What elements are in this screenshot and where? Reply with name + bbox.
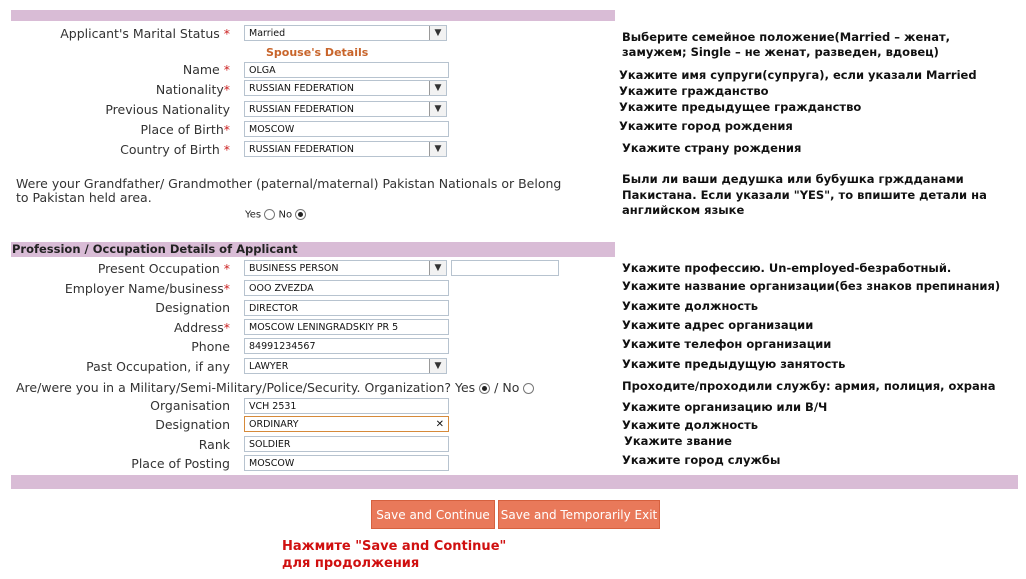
employer-label: Employer Name/business* xyxy=(64,281,230,296)
continue-hint xyxy=(282,538,506,572)
marital-status-label: Applicant's Marital Status * xyxy=(60,26,230,41)
spouse-prev-nationality-select[interactable]: RUSSIAN FEDERATION ▼ xyxy=(244,101,447,117)
place-of-posting-label: Place of Posting xyxy=(131,456,230,471)
spouse-nationality-hint: Укажите гражданство xyxy=(619,84,769,98)
spouse-nationality-select[interactable]: RUSSIAN FEDERATION ▼ xyxy=(244,80,447,96)
save-and-exit-button[interactable]: Save and Temporarily Exit xyxy=(498,500,660,529)
organisation-hint: Укажите организацию или В/Ч xyxy=(622,400,828,414)
military-no-radio[interactable] xyxy=(523,383,534,394)
spouse-place-of-birth-input[interactable]: MOSCOW xyxy=(244,121,449,137)
grandparents-yes-radio[interactable] xyxy=(264,209,275,220)
place-of-posting-input[interactable]: MOSCOW xyxy=(244,455,449,471)
employer-hint: Укажите название организации(без знаков препинания) xyxy=(622,279,1001,293)
top-band xyxy=(11,10,615,21)
continue-hint-line1: Нажмите "Save and Continue" xyxy=(282,539,507,554)
bottom-band xyxy=(11,475,1018,489)
military-yes-radio[interactable] xyxy=(479,383,490,394)
marital-status-hint: Выберите семейное положение(Married – женат, замужем; Single – не женат, разведен, вдовец) xyxy=(622,30,951,59)
spouse-country-of-birth-hint: Укажите страну рождения xyxy=(622,141,802,155)
address-input[interactable]: MOSCOW LENINGRADSKIY PR 5 xyxy=(244,319,449,335)
past-occupation-select[interactable]: LAWYER ▼ xyxy=(244,358,447,374)
spouse-name-input[interactable]: OLGA xyxy=(244,62,449,78)
organisation-input[interactable]: VCH 2531 xyxy=(244,398,449,414)
present-occupation-select[interactable]: BUSINESS PERSON ▼ xyxy=(244,260,447,276)
employer-input[interactable]: OOO ZVEZDA xyxy=(244,280,449,296)
spouse-prev-nationality-label: Previous Nationality xyxy=(105,102,230,117)
chevron-down-icon: ▼ xyxy=(429,81,446,95)
place-of-posting-hint: Укажите город службы xyxy=(622,453,781,467)
spouse-name-label: Name * xyxy=(182,62,230,77)
military-designation-hint: Укажите должность xyxy=(622,418,759,432)
profession-heading: Profession / Occupation Details of Applicant xyxy=(12,242,298,256)
spouse-prev-nationality-hint: Укажите предыдущее гражданство xyxy=(619,100,862,114)
spouse-nationality-label: Nationality* xyxy=(155,82,230,97)
military-yes-label: Yes xyxy=(455,380,476,395)
address-label: Address* xyxy=(173,320,230,335)
present-occupation-other-input[interactable] xyxy=(451,260,559,276)
present-occupation-label: Present Occupation * xyxy=(97,261,230,276)
past-occupation-label: Past Occupation, if any xyxy=(86,359,230,374)
military-designation-label: Designation xyxy=(155,417,230,432)
military-designation-input[interactable]: ORDINARY ✕ xyxy=(244,416,449,432)
grandparents-no-label: No xyxy=(278,209,293,221)
phone-hint: Укажите телефон организации xyxy=(622,337,832,351)
grandparents-question: Were your Grandfather/ Grandmother (paternal/maternal) Pakistan Nationals or Belong to Pakistan held area. xyxy=(16,176,562,205)
spouse-place-of-birth-hint: Укажите город рождения xyxy=(619,119,793,133)
spouse-place-of-birth-label: Place of Birth* xyxy=(140,122,230,137)
grandparents-no-radio[interactable] xyxy=(295,209,306,220)
phone-label: Phone xyxy=(191,339,230,354)
address-hint: Укажите адрес организации xyxy=(622,318,814,332)
phone-input[interactable]: 84991234567 xyxy=(244,338,449,354)
military-hint: Проходите/проходили службу: армия, полиция, охрана xyxy=(622,379,996,393)
chevron-down-icon: ▼ xyxy=(429,142,446,156)
chevron-down-icon: ▼ xyxy=(429,359,446,373)
military-question: Are/were you in a Military/Semi-Military/Police/Security. Organization? Yes / No xyxy=(16,380,534,395)
designation-label: Designation xyxy=(155,300,230,315)
chevron-down-icon: ▼ xyxy=(429,261,446,275)
continue-hint-line2: для продолжения xyxy=(282,556,420,571)
military-no-label: No xyxy=(502,380,520,395)
spouse-details-heading: Spouse's Details xyxy=(266,46,369,59)
chevron-down-icon: ▼ xyxy=(429,26,446,40)
marital-status-select[interactable]: Married ▼ xyxy=(244,25,447,41)
present-occupation-hint: Укажите профессию. Un-employed-безработный. xyxy=(622,261,952,275)
spouse-name-hint: Укажите имя супруги(супруга), если указали Married xyxy=(619,68,977,82)
chevron-down-icon: ▼ xyxy=(429,102,446,116)
rank-input[interactable]: SOLDIER xyxy=(244,436,449,452)
organisation-label: Organisation xyxy=(150,398,230,413)
spouse-country-of-birth-label: Country of Birth * xyxy=(120,142,230,157)
designation-input[interactable]: DIRECTOR xyxy=(244,300,449,316)
rank-label: Rank xyxy=(198,437,230,452)
designation-hint: Укажите должность xyxy=(622,299,759,313)
clear-icon[interactable]: ✕ xyxy=(435,419,444,430)
spouse-country-of-birth-select[interactable]: RUSSIAN FEDERATION ▼ xyxy=(244,141,447,157)
grandparents-yes-label: Yes xyxy=(245,209,262,221)
save-and-continue-button[interactable]: Save and Continue xyxy=(371,500,495,529)
grandparents-radio-group xyxy=(245,209,306,221)
rank-hint: Укажите звание xyxy=(624,434,732,448)
past-occupation-hint: Укажите предыдущую занятость xyxy=(622,357,846,371)
grandparents-hint: Были ли ваши дедушка или бубушка грждданами Пакистана. Если указали "YES", то впишите детали на английском языке xyxy=(622,172,987,217)
